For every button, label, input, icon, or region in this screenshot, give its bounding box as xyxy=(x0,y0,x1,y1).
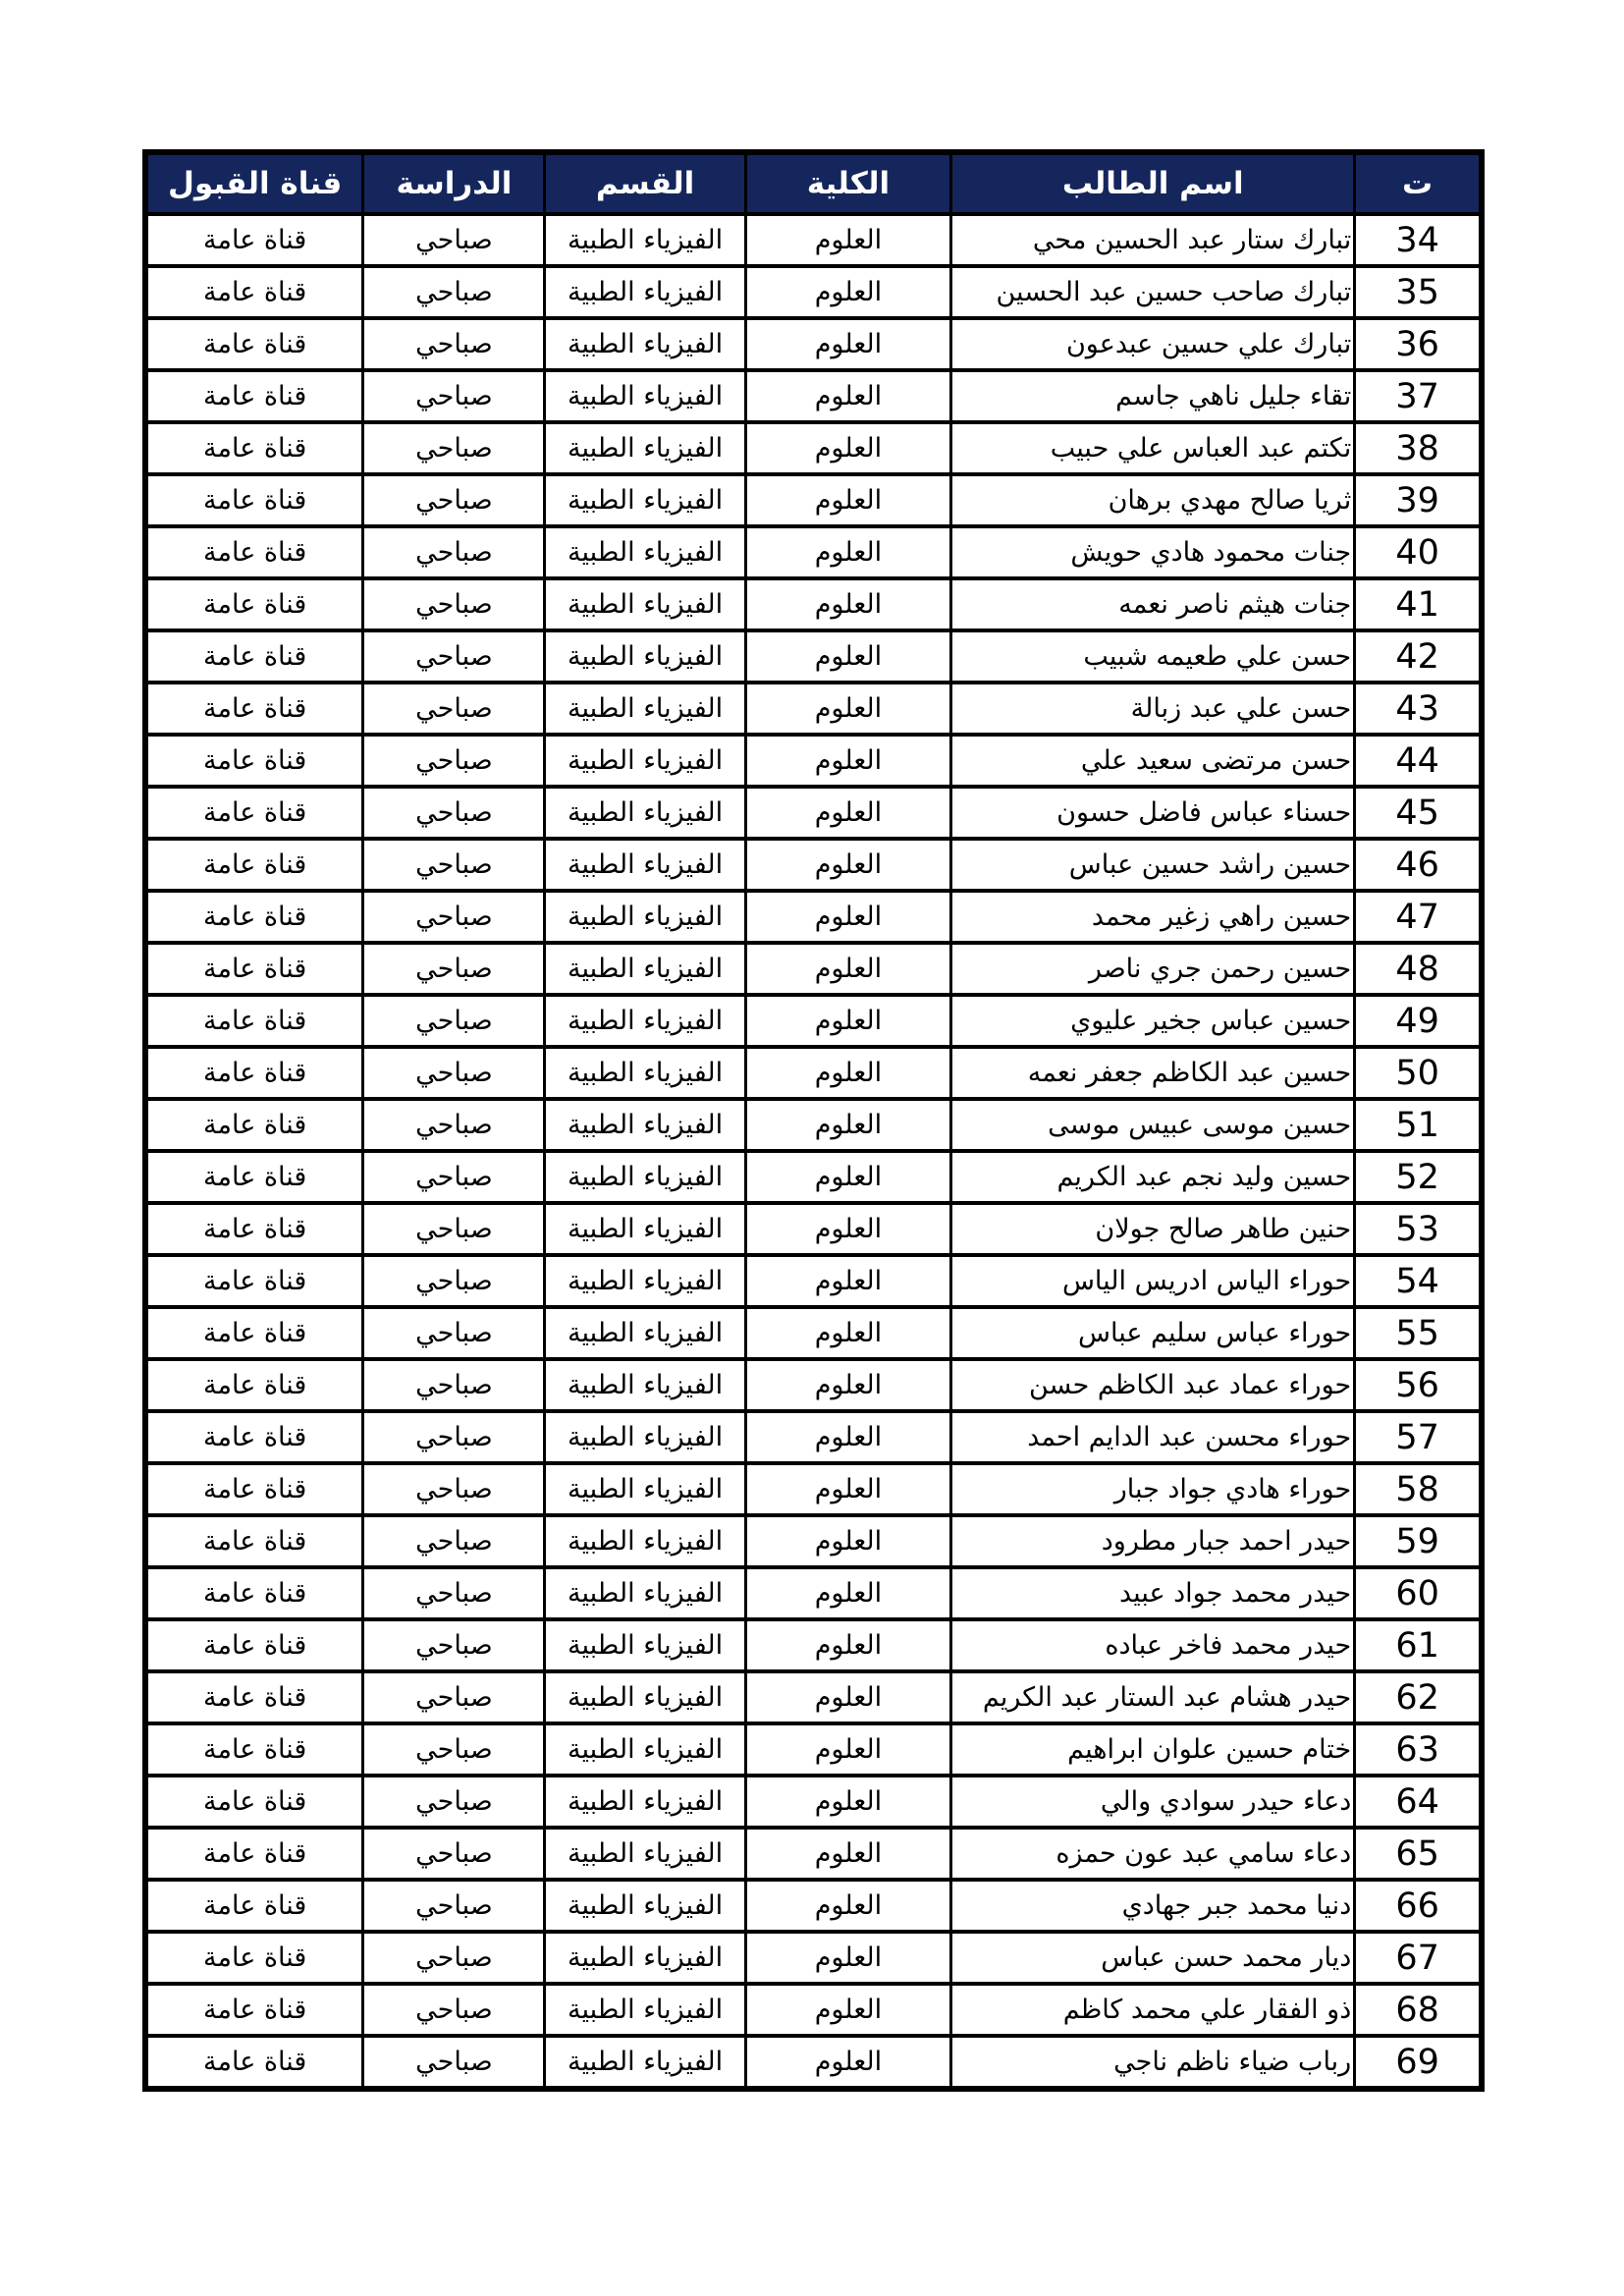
college-cell: العلوم xyxy=(745,1723,951,1776)
admission-channel-cell: قناة عامة xyxy=(145,1099,363,1151)
student-name-cell: حسين راشد حسين عباس xyxy=(951,839,1355,891)
college-cell: العلوم xyxy=(745,891,951,943)
table-row xyxy=(145,1359,1482,1411)
study-type-cell: صباحي xyxy=(363,1776,545,1828)
study-type-cell: صباحي xyxy=(363,474,545,526)
study-type-cell: صباحي xyxy=(363,1932,545,1984)
student-name-cell: رباب ضياء ناظم ناجي xyxy=(951,2036,1355,2089)
student-name-cell: تبارك صاحب حسين عبد الحسين xyxy=(951,266,1355,318)
study-type-cell: صباحي xyxy=(363,735,545,787)
admission-channel-cell: قناة عامة xyxy=(145,1880,363,1932)
student-name-cell: ديار محمد حسن عباس xyxy=(951,1932,1355,1984)
college-cell: العلوم xyxy=(745,474,951,526)
college-cell: العلوم xyxy=(745,266,951,318)
study-type-cell: صباحي xyxy=(363,891,545,943)
table-row xyxy=(145,1099,1482,1151)
department-cell: الفيزياء الطبية xyxy=(545,735,745,787)
admission-channel-cell: قناة عامة xyxy=(145,1515,363,1567)
table-row xyxy=(145,995,1482,1047)
study-type-cell: صباحي xyxy=(363,1828,545,1880)
row-number-cell: 63 xyxy=(1355,1723,1482,1776)
study-type-cell: صباحي xyxy=(363,630,545,683)
admission-channel-cell: قناة عامة xyxy=(145,943,363,995)
admission-channel-cell: قناة عامة xyxy=(145,1828,363,1880)
college-cell: العلوم xyxy=(745,735,951,787)
row-number-cell: 38 xyxy=(1355,422,1482,474)
college-cell: العلوم xyxy=(745,630,951,683)
admission-channel-cell: قناة عامة xyxy=(145,891,363,943)
study-type-cell: صباحي xyxy=(363,683,545,735)
admission-channel-cell: قناة عامة xyxy=(145,318,363,370)
department-cell: الفيزياء الطبية xyxy=(545,1828,745,1880)
college-cell: العلوم xyxy=(745,1671,951,1723)
department-cell: الفيزياء الطبية xyxy=(545,1203,745,1255)
college-cell: العلوم xyxy=(745,1463,951,1515)
department-cell: الفيزياء الطبية xyxy=(545,1567,745,1619)
row-number-cell: 61 xyxy=(1355,1619,1482,1671)
admission-channel-cell: قناة عامة xyxy=(145,1776,363,1828)
study-type-cell: صباحي xyxy=(363,1984,545,2036)
college-cell: العلوم xyxy=(745,995,951,1047)
student-name-cell: حوراء عباس سليم عباس xyxy=(951,1307,1355,1359)
college-cell: العلوم xyxy=(745,1307,951,1359)
header-row-number: ت xyxy=(1355,152,1482,214)
row-number-cell: 58 xyxy=(1355,1463,1482,1515)
admission-channel-cell: قناة عامة xyxy=(145,214,363,266)
college-cell: العلوم xyxy=(745,943,951,995)
student-name-cell: حوراء محسن عبد الدايم احمد xyxy=(951,1411,1355,1463)
row-number-cell: 40 xyxy=(1355,526,1482,578)
row-number-cell: 66 xyxy=(1355,1880,1482,1932)
department-cell: الفيزياء الطبية xyxy=(545,943,745,995)
department-cell: الفيزياء الطبية xyxy=(545,1515,745,1567)
college-cell: العلوم xyxy=(745,1984,951,2036)
row-number-cell: 39 xyxy=(1355,474,1482,526)
student-name-cell: حوراء الياس ادريس الياس xyxy=(951,1255,1355,1307)
admission-channel-cell: قناة عامة xyxy=(145,1255,363,1307)
admission-channel-cell: قناة عامة xyxy=(145,1307,363,1359)
department-cell: الفيزياء الطبية xyxy=(545,1723,745,1776)
department-cell: الفيزياء الطبية xyxy=(545,422,745,474)
study-type-cell: صباحي xyxy=(363,1515,545,1567)
college-cell: العلوم xyxy=(745,683,951,735)
row-number-cell: 43 xyxy=(1355,683,1482,735)
college-cell: العلوم xyxy=(745,1411,951,1463)
study-type-cell: صباحي xyxy=(363,370,545,422)
student-name-cell: تبارك ستار عبد الحسين محي xyxy=(951,214,1355,266)
department-cell: الفيزياء الطبية xyxy=(545,1463,745,1515)
study-type-cell: صباحي xyxy=(363,1567,545,1619)
row-number-cell: 53 xyxy=(1355,1203,1482,1255)
study-type-cell: صباحي xyxy=(363,214,545,266)
study-type-cell: صباحي xyxy=(363,318,545,370)
table-row xyxy=(145,1463,1482,1515)
row-number-cell: 59 xyxy=(1355,1515,1482,1567)
student-name-cell: ثريا صالح مهدي برهان xyxy=(951,474,1355,526)
admission-channel-cell: قناة عامة xyxy=(145,630,363,683)
table-row xyxy=(145,1776,1482,1828)
student-name-cell: حوراء عماد عبد الكاظم حسن xyxy=(951,1359,1355,1411)
student-name-cell: ذو الفقار علي محمد كاظم xyxy=(951,1984,1355,2036)
table-row xyxy=(145,1151,1482,1203)
student-name-cell: تبارك علي حسين عبدعون xyxy=(951,318,1355,370)
admission-channel-cell: قناة عامة xyxy=(145,1047,363,1099)
student-name-cell: حسناء عباس فاضل حسون xyxy=(951,787,1355,839)
table-row xyxy=(145,2036,1482,2089)
college-cell: العلوم xyxy=(745,1776,951,1828)
department-cell: الفيزياء الطبية xyxy=(545,1047,745,1099)
study-type-cell: صباحي xyxy=(363,1307,545,1359)
student-name-cell: حسن مرتضى سعيد علي xyxy=(951,735,1355,787)
header-college: الكلية xyxy=(745,152,951,214)
row-number-cell: 48 xyxy=(1355,943,1482,995)
row-number-cell: 42 xyxy=(1355,630,1482,683)
student-name-cell: حسين وليد نجم عبد الكريم xyxy=(951,1151,1355,1203)
college-cell: العلوم xyxy=(745,839,951,891)
student-name-cell: حسين عبد الكاظم جعفر نعمه xyxy=(951,1047,1355,1099)
admission-channel-cell: قناة عامة xyxy=(145,1203,363,1255)
table-row xyxy=(145,1828,1482,1880)
college-cell: العلوم xyxy=(745,1047,951,1099)
row-number-cell: 62 xyxy=(1355,1671,1482,1723)
student-name-cell: حيدر هشام عبد الستار عبد الكريم xyxy=(951,1671,1355,1723)
department-cell: الفيزياء الطبية xyxy=(545,1880,745,1932)
student-name-cell: حسين موسى عبيس موسى xyxy=(951,1099,1355,1151)
student-name-cell: دنيا محمد جبر جهادي xyxy=(951,1880,1355,1932)
study-type-cell: صباحي xyxy=(363,422,545,474)
college-cell: العلوم xyxy=(745,1880,951,1932)
table-row xyxy=(145,1671,1482,1723)
row-number-cell: 41 xyxy=(1355,578,1482,630)
table-row xyxy=(145,839,1482,891)
admission-channel-cell: قناة عامة xyxy=(145,422,363,474)
header-student-name: اسم الطالب xyxy=(951,152,1355,214)
admission-channel-cell: قناة عامة xyxy=(145,1359,363,1411)
college-cell: العلوم xyxy=(745,1932,951,1984)
study-type-cell: صباحي xyxy=(363,943,545,995)
student-name-cell: تكتم عبد العباس علي حبيب xyxy=(951,422,1355,474)
college-cell: العلوم xyxy=(745,787,951,839)
admission-channel-cell: قناة عامة xyxy=(145,1463,363,1515)
study-type-cell: صباحي xyxy=(363,578,545,630)
table-row xyxy=(145,787,1482,839)
department-cell: الفيزياء الطبية xyxy=(545,1099,745,1151)
study-type-cell: صباحي xyxy=(363,839,545,891)
student-name-cell: حسين راهي زغير محمد xyxy=(951,891,1355,943)
row-number-cell: 54 xyxy=(1355,1255,1482,1307)
department-cell: الفيزياء الطبية xyxy=(545,891,745,943)
table-row xyxy=(145,1203,1482,1255)
admission-channel-cell: قناة عامة xyxy=(145,735,363,787)
row-number-cell: 56 xyxy=(1355,1359,1482,1411)
row-number-cell: 68 xyxy=(1355,1984,1482,2036)
college-cell: العلوم xyxy=(745,214,951,266)
study-type-cell: صباحي xyxy=(363,1203,545,1255)
student-name-cell: جنات محمود هادي حويش xyxy=(951,526,1355,578)
department-cell: الفيزياء الطبية xyxy=(545,683,745,735)
table-row xyxy=(145,1307,1482,1359)
student-name-cell: حيدر محمد جواد عبيد xyxy=(951,1567,1355,1619)
college-cell: العلوم xyxy=(745,1828,951,1880)
college-cell: العلوم xyxy=(745,370,951,422)
student-name-cell: حسن علي طعيمه شبيب xyxy=(951,630,1355,683)
student-name-cell: تقاء جليل ناهي جاسم xyxy=(951,370,1355,422)
study-type-cell: صباحي xyxy=(363,995,545,1047)
admission-channel-cell: قناة عامة xyxy=(145,266,363,318)
study-type-cell: صباحي xyxy=(363,526,545,578)
row-number-cell: 51 xyxy=(1355,1099,1482,1151)
department-cell: الفيزياء الطبية xyxy=(545,2036,745,2089)
student-name-cell: جنات هيثم ناصر نعمه xyxy=(951,578,1355,630)
row-number-cell: 35 xyxy=(1355,266,1482,318)
study-type-cell: صباحي xyxy=(363,1047,545,1099)
department-cell: الفيزياء الطبية xyxy=(545,266,745,318)
student-name-cell: حسين رحمن جري ناصر xyxy=(951,943,1355,995)
department-cell: الفيزياء الطبية xyxy=(545,995,745,1047)
department-cell: الفيزياء الطبية xyxy=(545,787,745,839)
table-row xyxy=(145,1932,1482,1984)
row-number-cell: 34 xyxy=(1355,214,1482,266)
department-cell: الفيزياء الطبية xyxy=(545,1671,745,1723)
table-row xyxy=(145,1567,1482,1619)
table-row xyxy=(145,1255,1482,1307)
college-cell: العلوم xyxy=(745,578,951,630)
row-number-cell: 46 xyxy=(1355,839,1482,891)
row-number-cell: 36 xyxy=(1355,318,1482,370)
row-number-cell: 67 xyxy=(1355,1932,1482,1984)
study-type-cell: صباحي xyxy=(363,1619,545,1671)
college-cell: العلوم xyxy=(745,1203,951,1255)
admission-channel-cell: قناة عامة xyxy=(145,2036,363,2089)
department-cell: الفيزياء الطبية xyxy=(545,1151,745,1203)
admission-channel-cell: قناة عامة xyxy=(145,370,363,422)
department-cell: الفيزياء الطبية xyxy=(545,578,745,630)
admission-channel-cell: قناة عامة xyxy=(145,787,363,839)
table-row xyxy=(145,891,1482,943)
table-row xyxy=(145,943,1482,995)
study-type-cell: صباحي xyxy=(363,1359,545,1411)
table-row xyxy=(145,735,1482,787)
row-number-cell: 47 xyxy=(1355,891,1482,943)
table-row xyxy=(145,1515,1482,1567)
header-department: القسم xyxy=(545,152,745,214)
admission-channel-cell: قناة عامة xyxy=(145,683,363,735)
row-number-cell: 45 xyxy=(1355,787,1482,839)
student-name-cell: حيدر احمد جبار مطرود xyxy=(951,1515,1355,1567)
college-cell: العلوم xyxy=(745,526,951,578)
student-roster-table xyxy=(142,149,1485,2092)
row-number-cell: 57 xyxy=(1355,1411,1482,1463)
department-cell: الفيزياء الطبية xyxy=(545,318,745,370)
department-cell: الفيزياء الطبية xyxy=(545,370,745,422)
department-cell: الفيزياء الطبية xyxy=(545,1359,745,1411)
table-row xyxy=(145,474,1482,526)
study-type-cell: صباحي xyxy=(363,1880,545,1932)
header-admission-channel: قناة القبول xyxy=(145,152,363,214)
table-header-row xyxy=(145,152,1482,214)
study-type-cell: صباحي xyxy=(363,266,545,318)
student-name-cell: حسن علي عبد زبالة xyxy=(951,683,1355,735)
admission-channel-cell: قناة عامة xyxy=(145,1723,363,1776)
study-type-cell: صباحي xyxy=(363,1463,545,1515)
table-row xyxy=(145,1984,1482,2036)
admission-channel-cell: قناة عامة xyxy=(145,1151,363,1203)
study-type-cell: صباحي xyxy=(363,2036,545,2089)
department-cell: الفيزياء الطبية xyxy=(545,214,745,266)
student-name-cell: حوراء هادي جواد جبار xyxy=(951,1463,1355,1515)
college-cell: العلوم xyxy=(745,1359,951,1411)
table-row xyxy=(145,266,1482,318)
table-row xyxy=(145,1723,1482,1776)
table-row xyxy=(145,214,1482,266)
college-cell: العلوم xyxy=(745,2036,951,2089)
table-row xyxy=(145,526,1482,578)
table-row xyxy=(145,630,1482,683)
table-row xyxy=(145,1880,1482,1932)
row-number-cell: 52 xyxy=(1355,1151,1482,1203)
admission-channel-cell: قناة عامة xyxy=(145,1984,363,2036)
college-cell: العلوم xyxy=(745,422,951,474)
college-cell: العلوم xyxy=(745,1567,951,1619)
student-name-cell: دعاء سامي عبد عون حمزه xyxy=(951,1828,1355,1880)
admission-channel-cell: قناة عامة xyxy=(145,474,363,526)
college-cell: العلوم xyxy=(745,1255,951,1307)
admission-channel-cell: قناة عامة xyxy=(145,839,363,891)
department-cell: الفيزياء الطبية xyxy=(545,1411,745,1463)
student-name-cell: ختام حسين علوان ابراهيم xyxy=(951,1723,1355,1776)
table-row xyxy=(145,318,1482,370)
row-number-cell: 64 xyxy=(1355,1776,1482,1828)
table-row xyxy=(145,683,1482,735)
table-row xyxy=(145,370,1482,422)
admission-channel-cell: قناة عامة xyxy=(145,1619,363,1671)
table-row xyxy=(145,1619,1482,1671)
college-cell: العلوم xyxy=(745,1619,951,1671)
department-cell: الفيزياء الطبية xyxy=(545,1932,745,1984)
row-number-cell: 44 xyxy=(1355,735,1482,787)
admission-channel-cell: قناة عامة xyxy=(145,578,363,630)
admission-channel-cell: قناة عامة xyxy=(145,1567,363,1619)
department-cell: الفيزياء الطبية xyxy=(545,1255,745,1307)
student-name-cell: حيدر محمد فاخر عباده xyxy=(951,1619,1355,1671)
table-row xyxy=(145,422,1482,474)
header-study: الدراسة xyxy=(363,152,545,214)
department-cell: الفيزياء الطبية xyxy=(545,630,745,683)
admission-channel-cell: قناة عامة xyxy=(145,995,363,1047)
college-cell: العلوم xyxy=(745,1099,951,1151)
table-row xyxy=(145,1047,1482,1099)
department-cell: الفيزياء الطبية xyxy=(545,526,745,578)
department-cell: الفيزياء الطبية xyxy=(545,1307,745,1359)
table-row xyxy=(145,578,1482,630)
admission-channel-cell: قناة عامة xyxy=(145,526,363,578)
row-number-cell: 65 xyxy=(1355,1828,1482,1880)
admission-channel-cell: قناة عامة xyxy=(145,1671,363,1723)
department-cell: الفيزياء الطبية xyxy=(545,1776,745,1828)
student-name-cell: حنين طاهر صالح جولان xyxy=(951,1203,1355,1255)
admission-channel-cell: قناة عامة xyxy=(145,1411,363,1463)
table-body xyxy=(145,214,1482,2089)
study-type-cell: صباحي xyxy=(363,787,545,839)
study-type-cell: صباحي xyxy=(363,1099,545,1151)
student-name-cell: دعاء حيدر سوادي والي xyxy=(951,1776,1355,1828)
college-cell: العلوم xyxy=(745,1151,951,1203)
row-number-cell: 69 xyxy=(1355,2036,1482,2089)
department-cell: الفيزياء الطبية xyxy=(545,1619,745,1671)
row-number-cell: 49 xyxy=(1355,995,1482,1047)
department-cell: الفيزياء الطبية xyxy=(545,839,745,891)
college-cell: العلوم xyxy=(745,318,951,370)
study-type-cell: صباحي xyxy=(363,1151,545,1203)
department-cell: الفيزياء الطبية xyxy=(545,474,745,526)
college-cell: العلوم xyxy=(745,1515,951,1567)
student-name-cell: حسين عباس جخير عليوي xyxy=(951,995,1355,1047)
row-number-cell: 60 xyxy=(1355,1567,1482,1619)
row-number-cell: 37 xyxy=(1355,370,1482,422)
row-number-cell: 55 xyxy=(1355,1307,1482,1359)
study-type-cell: صباحي xyxy=(363,1671,545,1723)
row-number-cell: 50 xyxy=(1355,1047,1482,1099)
department-cell: الفيزياء الطبية xyxy=(545,1984,745,2036)
study-type-cell: صباحي xyxy=(363,1411,545,1463)
study-type-cell: صباحي xyxy=(363,1255,545,1307)
table-row xyxy=(145,1411,1482,1463)
study-type-cell: صباحي xyxy=(363,1723,545,1776)
admission-channel-cell: قناة عامة xyxy=(145,1932,363,1984)
